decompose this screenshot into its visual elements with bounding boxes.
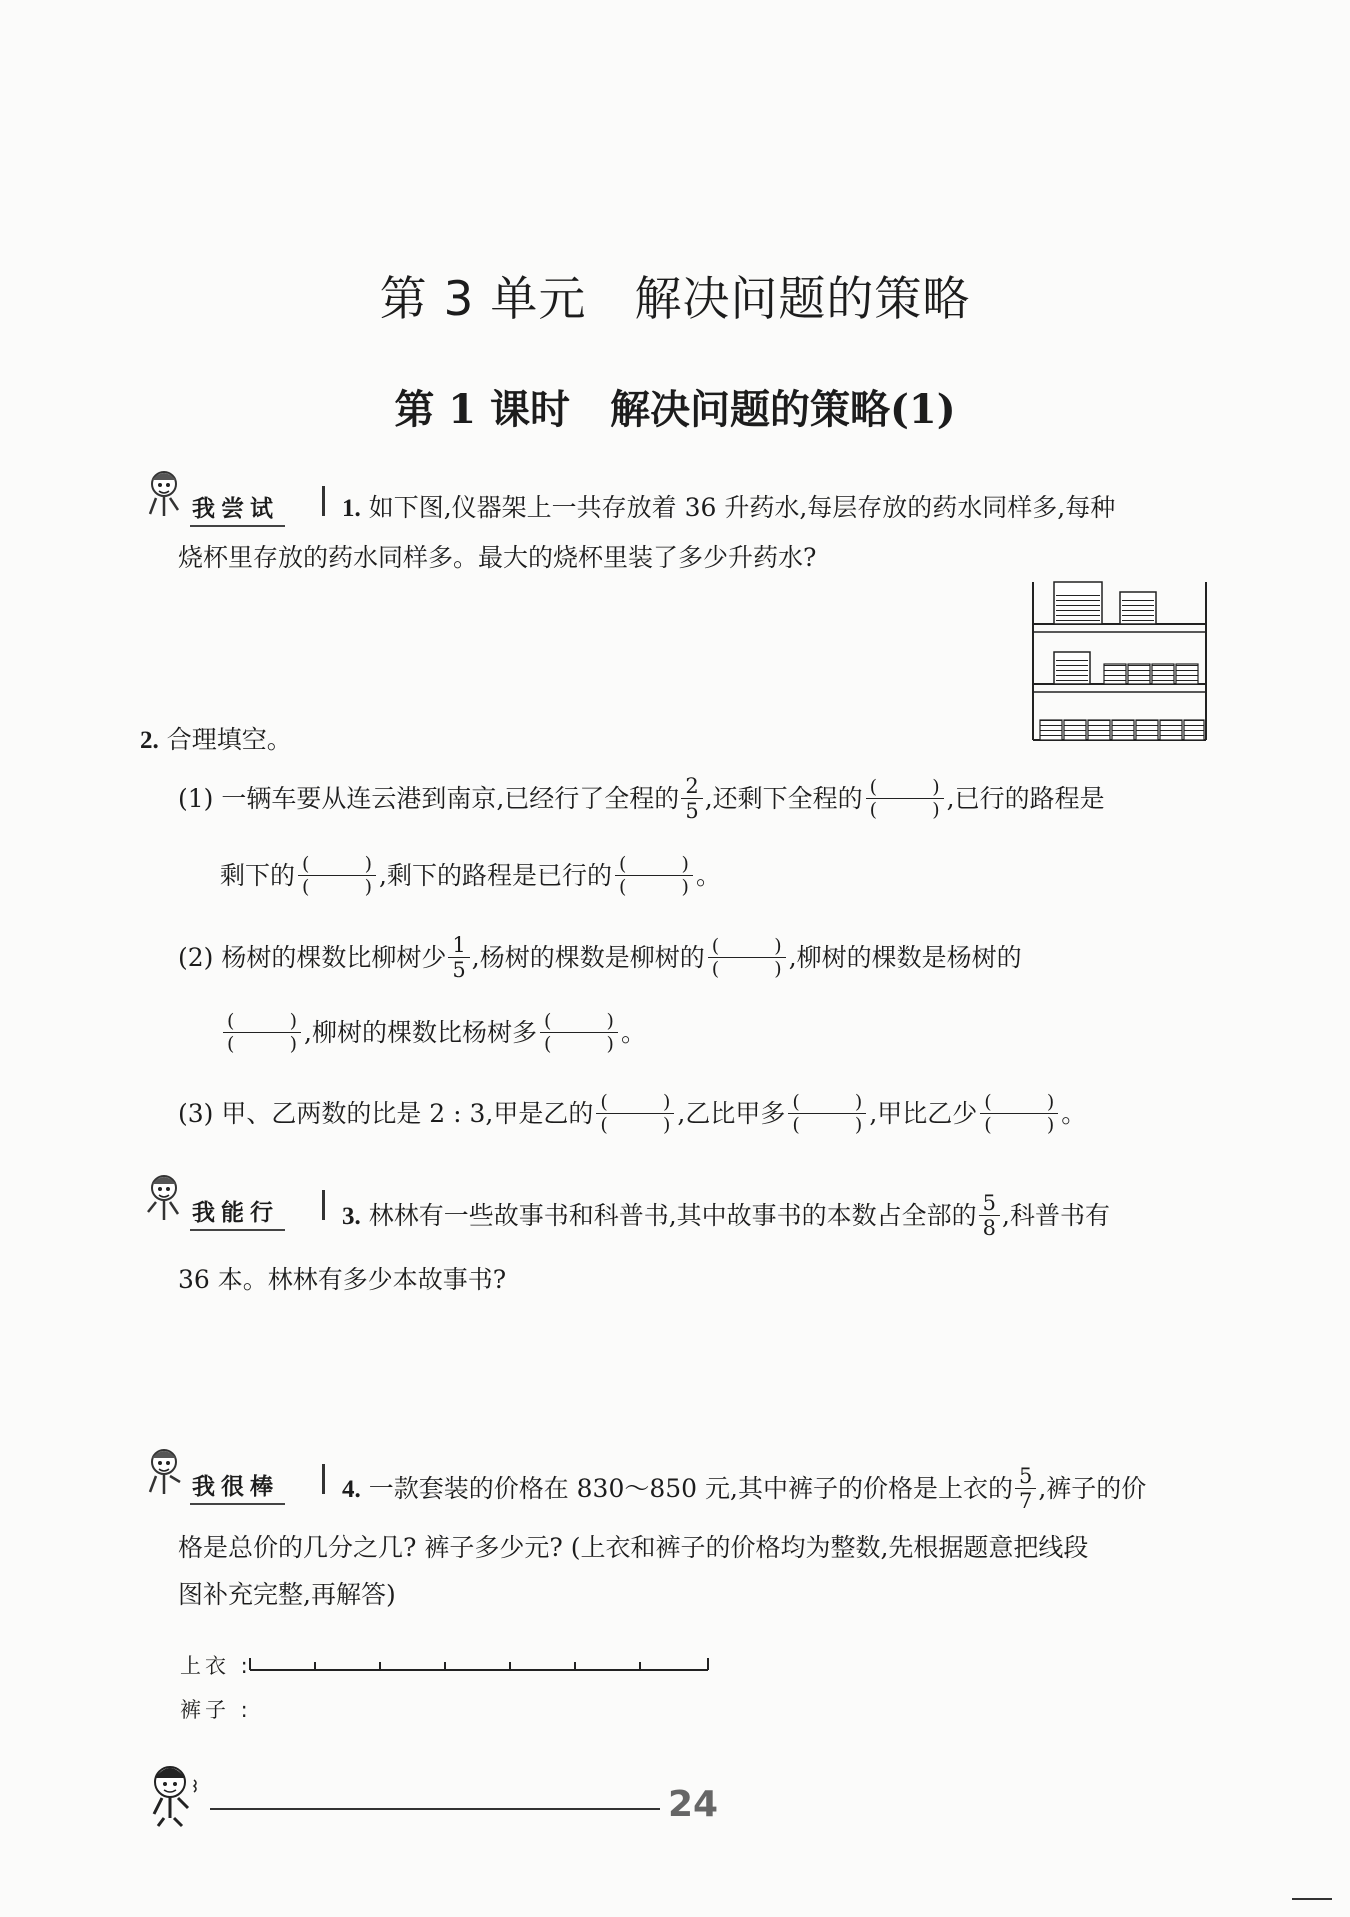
q1-text: 如下图,仪器架上一共存放着 36 升药水,每层存放的药水同样多,每种	[368, 493, 1116, 522]
fraction-2-5: $\frac{2}{5}$	[681, 774, 702, 823]
answer-blank[interactable]: ( ) ( )	[298, 853, 376, 898]
q2-title: 合理填空。	[166, 725, 292, 754]
q2-title-line	[140, 720, 292, 756]
q4-line2: 格是总价的几分之几? 裤子多少元? (上衣和裤子的价格均为整数,先根据题意把线段	[178, 1533, 1089, 1562]
q2-p3-text-b: ,乙比甲多	[677, 1099, 786, 1128]
q3-text-a: 林林有一些故事书和科普书,其中故事书的本数占全部的	[368, 1201, 977, 1230]
q2-p1-text-b: ,还剩下全程的	[704, 784, 863, 813]
mascot-icon	[140, 1446, 184, 1502]
q4-line3: 图补充完整,再解答)	[178, 1580, 396, 1609]
q3-number: 3.	[342, 1203, 361, 1230]
q2-p1-text-a: (1) 一辆车要从连云港到南京,已经行了全程的	[178, 784, 680, 813]
corner-mark	[1292, 1898, 1332, 1900]
q1-line2: 烧杯里存放的药水同样多。最大的烧杯里装了多少升药水?	[178, 543, 817, 572]
medium-beaker	[1054, 652, 1090, 684]
q4-number: 4.	[342, 1476, 361, 1503]
diagram-label-bottom: 裤子 :	[180, 1698, 252, 1722]
badge-label: 我尝试	[190, 490, 285, 527]
q2-part1-line1	[178, 776, 1105, 825]
q2-p2-text-b: ,杨树的棵数是柳树的	[471, 943, 705, 972]
q2-p3-text-c: ,甲比乙少	[869, 1099, 978, 1128]
q2-p2-text-e: 。	[620, 1018, 646, 1047]
fraction-5-7: $\frac{5}{7}$	[1015, 1464, 1036, 1513]
q2-p2-text-d: ,柳树的棵数比杨树多	[304, 1018, 537, 1047]
answer-blank[interactable]: ( ) ( )	[596, 1091, 674, 1136]
footer-mascot-icon	[140, 1762, 210, 1830]
page-number: 24	[668, 1784, 719, 1825]
mascot-icon	[140, 1172, 184, 1228]
badge-label: 我很棒	[190, 1468, 285, 1505]
diagram-label-top: 上衣 :	[180, 1654, 252, 1678]
answer-blank[interactable]: ( ) ( )	[615, 853, 693, 898]
answer-blank[interactable]: ( ) ( )	[708, 935, 786, 980]
beaker-shelf-diagram	[1030, 578, 1210, 742]
q1-line1	[342, 488, 1115, 524]
answer-blank[interactable]: ( ) ( )	[980, 1091, 1058, 1136]
q3-line1	[342, 1193, 1110, 1242]
q3-line2: 36 本。林林有多少本故事书?	[178, 1265, 507, 1294]
q3-text-b: ,科普书有	[1002, 1201, 1110, 1230]
q1-number: 1.	[342, 495, 361, 522]
q4-line1	[342, 1466, 1146, 1515]
q4-text-b: ,裤子的价	[1038, 1474, 1147, 1503]
medium-beaker	[1120, 592, 1156, 624]
q2-p3-text-a: (3) 甲、乙两数的比是 2 : 3,甲是乙的	[178, 1099, 594, 1128]
q2-p2-text-c: ,柳树的棵数是杨树的	[788, 943, 1022, 972]
q2-p1-text-d: 剩下的	[220, 861, 296, 890]
answer-blank[interactable]: ( ) ( )	[866, 776, 944, 821]
q2-p3-text-d: 。	[1061, 1099, 1087, 1128]
q4-text-a: 一款套装的价格在 830～850 元,其中裤子的价格是上衣的	[368, 1474, 1013, 1503]
badge-divider	[322, 1464, 325, 1494]
q2-part1-line2	[220, 855, 721, 900]
unit-title: 第 3 单元 解决问题的策略	[379, 272, 971, 327]
q2-p2-text-a: (2) 杨树的棵数比柳树少	[178, 943, 447, 972]
mascot-icon	[140, 468, 184, 524]
badge-divider	[322, 1190, 325, 1220]
badge-divider	[322, 486, 325, 516]
q2-p1-text-e: ,剩下的路程是已行的	[379, 861, 612, 890]
answer-blank[interactable]: ( ) ( )	[540, 1010, 618, 1055]
q2-part3-line	[178, 1093, 1086, 1138]
badge-label: 我能行	[190, 1194, 285, 1231]
q2-p1-text-f: 。	[695, 861, 721, 890]
answer-blank[interactable]: ( ) ( )	[223, 1010, 301, 1055]
lesson-title: 第 1 课时 解决问题的策略(1)	[394, 386, 956, 433]
fraction-1-5: $\frac{1}{5}$	[448, 933, 469, 982]
footer-rule	[210, 1808, 660, 1810]
fraction-5-8: $\frac{5}{8}$	[979, 1191, 1000, 1240]
q2-number: 2.	[140, 727, 159, 754]
answer-blank[interactable]: ( ) ( )	[788, 1091, 866, 1136]
segment-diagram	[248, 1646, 710, 1678]
q2-part2-line1	[178, 935, 1022, 984]
q2-p1-text-c: ,已行的路程是	[946, 784, 1105, 813]
q2-part2-line2	[220, 1012, 646, 1057]
big-beaker	[1054, 582, 1102, 624]
